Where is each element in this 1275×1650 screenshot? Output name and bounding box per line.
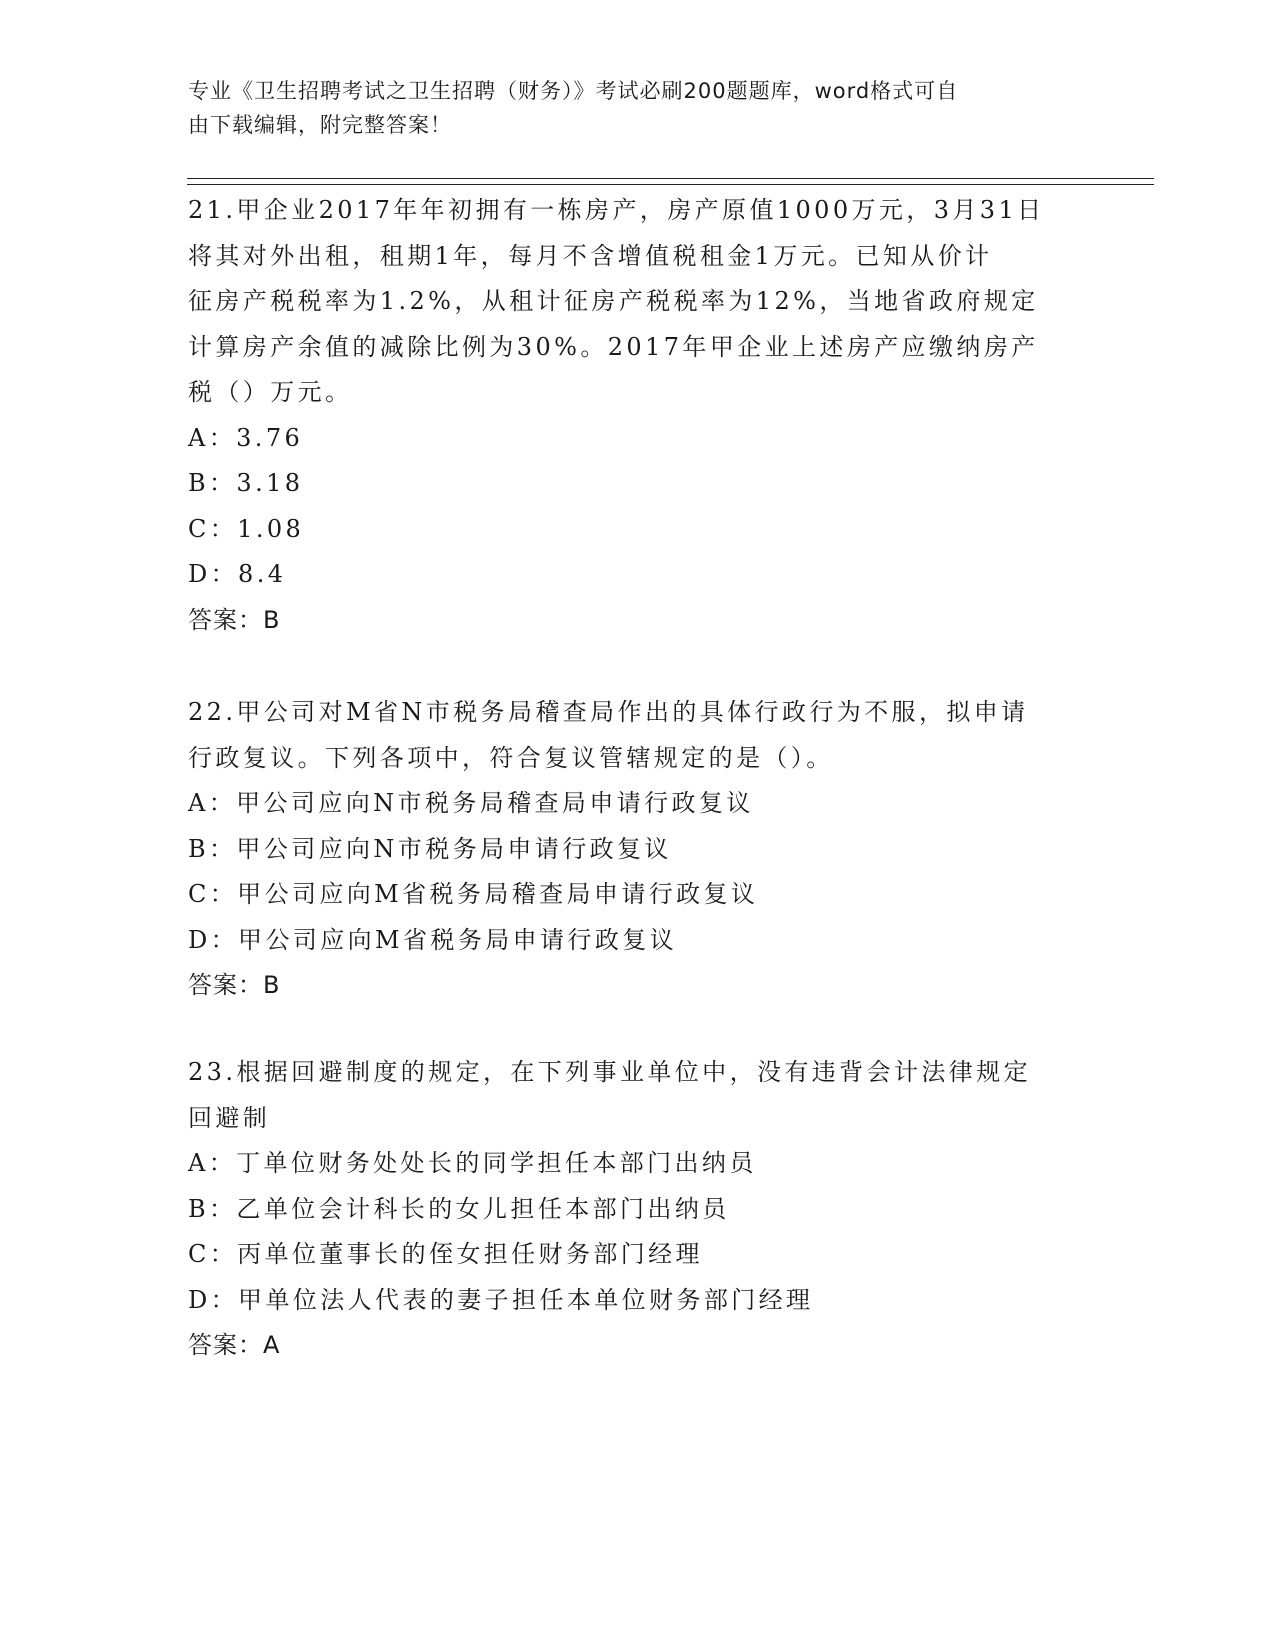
answer: 答案：B bbox=[188, 605, 281, 634]
question-stem-line: 计算房产余值的减除比例为30%。2017年甲企业上述房产应缴纳房产 bbox=[188, 332, 1039, 361]
option-a: A：3.76 bbox=[188, 423, 304, 452]
question-stem-line: 行政复议。下列各项中，符合复议管辖规定的是（）。 bbox=[188, 743, 834, 772]
question-22 bbox=[188, 690, 1088, 1009]
option-d: D：甲公司应向M省税务局申请行政复议 bbox=[188, 925, 678, 954]
question-21 bbox=[188, 188, 1088, 643]
option-b: B：3.18 bbox=[188, 469, 304, 497]
header-line-2: 由下载编辑，附完整答案！ bbox=[188, 113, 452, 137]
answer: 答案：A bbox=[188, 1331, 281, 1359]
question-stem-line: 21.甲企业2017年年初拥有一栋房产，房产原值1000万元，3月31日 bbox=[188, 196, 1045, 224]
document-header bbox=[188, 74, 1068, 142]
header-line-1: 专业《卫生招聘考试之卫生招聘（财务）》考试必刷200题题库，word格式可自 bbox=[188, 79, 959, 103]
option-d: D：甲单位法人代表的妻子担任本单位财务部门经理 bbox=[188, 1285, 814, 1314]
question-stem-line: 23.根据回避制度的规定，在下列事业单位中，没有违背会计法律规定 bbox=[188, 1058, 1031, 1086]
question-stem-line: 征房产税税率为1.2%，从租计征房产税税率为12%，当地省政府规定 bbox=[188, 287, 1039, 315]
question-stem bbox=[188, 1050, 1088, 1141]
question-stem-line: 将其对外出租，租期1年，每月不含增值税租金1万元。已知从价计 bbox=[188, 241, 993, 270]
option-b: B：甲公司应向N市税务局申请行政复议 bbox=[188, 834, 672, 863]
question-stem-line: 22.甲公司对M省N市税务局稽查局作出的具体行政行为不服，拟申请 bbox=[188, 698, 1029, 726]
option-c: C：甲公司应向M省税务局稽查局申请行政复议 bbox=[188, 880, 759, 908]
option-c: C：1.08 bbox=[188, 514, 305, 543]
question-stem bbox=[188, 188, 1088, 416]
option-a: A：甲公司应向N市税务局稽查局申请行政复议 bbox=[188, 789, 754, 817]
question-stem-line: 税（）万元。 bbox=[188, 378, 353, 406]
answer: 答案：B bbox=[188, 971, 281, 999]
header-divider-bottom bbox=[187, 184, 1154, 185]
option-a: A：丁单位财务处处长的同学担任本部门出纳员 bbox=[188, 1149, 757, 1177]
question-stem bbox=[188, 690, 1088, 781]
option-c: C：丙单位董事长的侄女担任财务部门经理 bbox=[188, 1240, 703, 1268]
header-divider-top bbox=[187, 178, 1154, 179]
option-b: B：乙单位会计科长的女儿担任本部门出纳员 bbox=[188, 1194, 730, 1223]
question-stem-line: 回避制 bbox=[188, 1103, 271, 1132]
question-23 bbox=[188, 1050, 1088, 1369]
option-d: D：8.4 bbox=[188, 560, 287, 588]
